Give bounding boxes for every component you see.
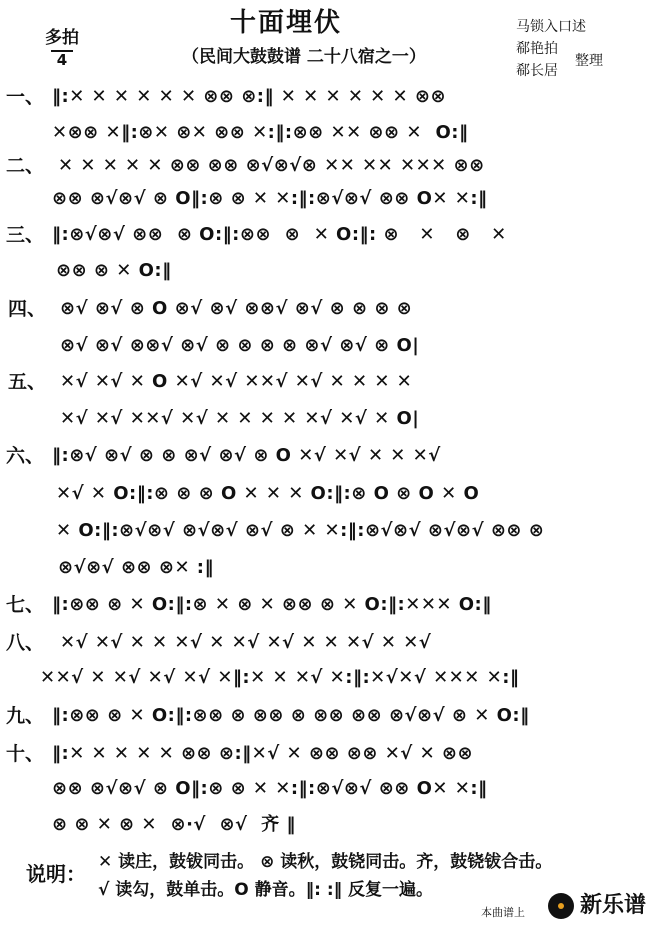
notation-line: ‖:✕ ✕ ✕ ✕ ✕ ⊗⊗ ⊗:‖✕√ ✕ ⊗⊗ ⊗⊗ ✕√ ✕ ⊗⊗ [52,743,474,764]
section-label: 八、 [6,632,45,654]
notation-line: ⊗⊗ ⊗ ✕ O:‖ [56,260,172,281]
notation-line: ✕ O:‖:⊗√⊗√ ⊗√⊗√ ⊗√ ⊗ ✕ ✕:‖:⊗√⊗√ ⊗√⊗√ ⊗⊗ ⊗ [56,520,545,541]
record-icon [548,893,574,919]
notation-line: ✕√ ✕√ ✕ ✕ ✕√ ✕ ✕√ ✕√ ✕ ✕ ✕√ ✕ ✕√ [60,632,432,653]
notation-line: ✕√ ✕ O:‖:⊗ ⊗ ⊗ O ✕ ✕ ✕ O:‖:⊗ O ⊗ O ✕ O [56,483,480,504]
notation-line: ✕⊗⊗ ✕‖:⊗✕ ⊗✕ ⊗⊗ ✕:‖:⊗⊗ ✕✕ ⊗⊗ ✕ O:‖ [52,122,469,143]
section-label: 一、 [6,86,45,108]
notation-line: ⊗⊗ ⊗√⊗√ ⊗ O‖:⊗ ⊗ ✕ ✕:‖:⊗√⊗√ ⊗⊗ O✕ ✕:‖ [52,188,488,209]
notation-line: ✕ ✕ ✕ ✕ ✕ ⊗⊗ ⊗⊗ ⊗√⊗√⊗ ✕✕ ✕✕ ✕✕✕ ⊗⊗ [58,155,485,176]
credit-narrator: 马锁入口述 [516,19,586,35]
notation-line: ⊗⊗ ⊗√⊗√ ⊗ O‖:⊗ ⊗ ✕ ✕:‖:⊗√⊗√ ⊗⊗ O✕ ✕:‖ [52,778,488,799]
notation-line: ‖:⊗⊗ ⊗ ✕ O:‖:⊗⊗ ⊗ ⊗⊗ ⊗ ⊗⊗ ⊗⊗ ⊗√⊗√ ⊗ ✕ O:‖ [52,705,530,726]
arranger-tag: 整理 [575,53,603,69]
page-title: 十面埋伏 [230,8,343,38]
brand-name: 新乐谱 [580,893,647,918]
notation-line: ‖:✕ ✕ ✕ ✕ ✕ ✕ ⊗⊗ ⊗:‖ ✕ ✕ ✕ ✕ ✕ ✕ ⊗⊗ [52,86,447,107]
section-label: 四、 [8,298,47,320]
notation-line: ⊗ ⊗ ✕ ⊗ ✕ ⊗·√ ⊗√ 齐 ‖ [52,814,296,835]
notation-line: ⊗√⊗√ ⊗⊗ ⊗✕ :‖ [58,557,215,578]
notation-line: ✕√ ✕√ ✕✕√ ✕√ ✕ ✕ ✕ ✕ ✕√ ✕√ ✕ O| [60,408,420,429]
notation-line: ‖:⊗⊗ ⊗ ✕ O:‖:⊗ ✕ ⊗ ✕ ⊗⊗ ⊗ ✕ O:‖:✕✕✕ O:‖ [52,594,492,615]
section-label: 六、 [6,445,45,467]
credit-notation: 郗艳拍 [516,41,558,57]
notation-line: ⊗√ ⊗√ ⊗⊗√ ⊗√ ⊗ ⊗ ⊗ ⊗ ⊗√ ⊗√ ⊗ O| [60,335,420,356]
credits [516,16,603,82]
section-label: 三、 [6,224,45,246]
meter-marking [42,28,82,69]
meter-bottom: 4 [51,50,73,69]
page-subtitle: （民间大鼓鼓谱 二十八宿之一） [182,47,426,67]
section-label: 九、 [6,705,45,727]
legend-line-2: √ 读勾，鼓单击。O 静音。‖: :‖ 反复一遍。 [98,880,434,900]
section-label: 十、 [6,743,45,765]
notation-line: ⊗√ ⊗√ ⊗ O ⊗√ ⊗√ ⊗⊗√ ⊗√ ⊗ ⊗ ⊗ ⊗ [60,298,413,319]
section-label: 二、 [6,155,45,177]
notation-line: ✕√ ✕√ ✕ O ✕√ ✕√ ✕✕√ ✕√ ✕ ✕ ✕ ✕ [60,371,413,392]
notation-line: ✕✕√ ✕ ✕√ ✕√ ✕√ ✕‖:✕ ✕ ✕√ ✕:‖:✕√✕√ ✕✕✕ ✕:‖ [40,667,520,688]
notation-line: ‖:⊗√⊗√ ⊗⊗ ⊗ O:‖:⊗⊗ ⊗ ✕ O:‖: ⊗ ✕ ⊗ ✕ [52,224,507,245]
legend-label: 说明： [26,862,86,886]
footer-note: 本曲谱上 [481,906,525,919]
notation-line: ‖:⊗√ ⊗√ ⊗ ⊗ ⊗√ ⊗√ ⊗ O ✕√ ✕√ ✕ ✕ ✕√ [52,445,441,466]
meter-top: 多拍 [45,28,79,48]
legend-line-1: ✕ 读庄，鼓钹同击。 ⊗ 读秋，鼓铙同击。齐，鼓铙钹合击。 [98,852,553,872]
section-label: 五、 [8,371,47,393]
section-label: 七、 [6,594,45,616]
credit-arranger: 郗长居 [516,63,558,79]
